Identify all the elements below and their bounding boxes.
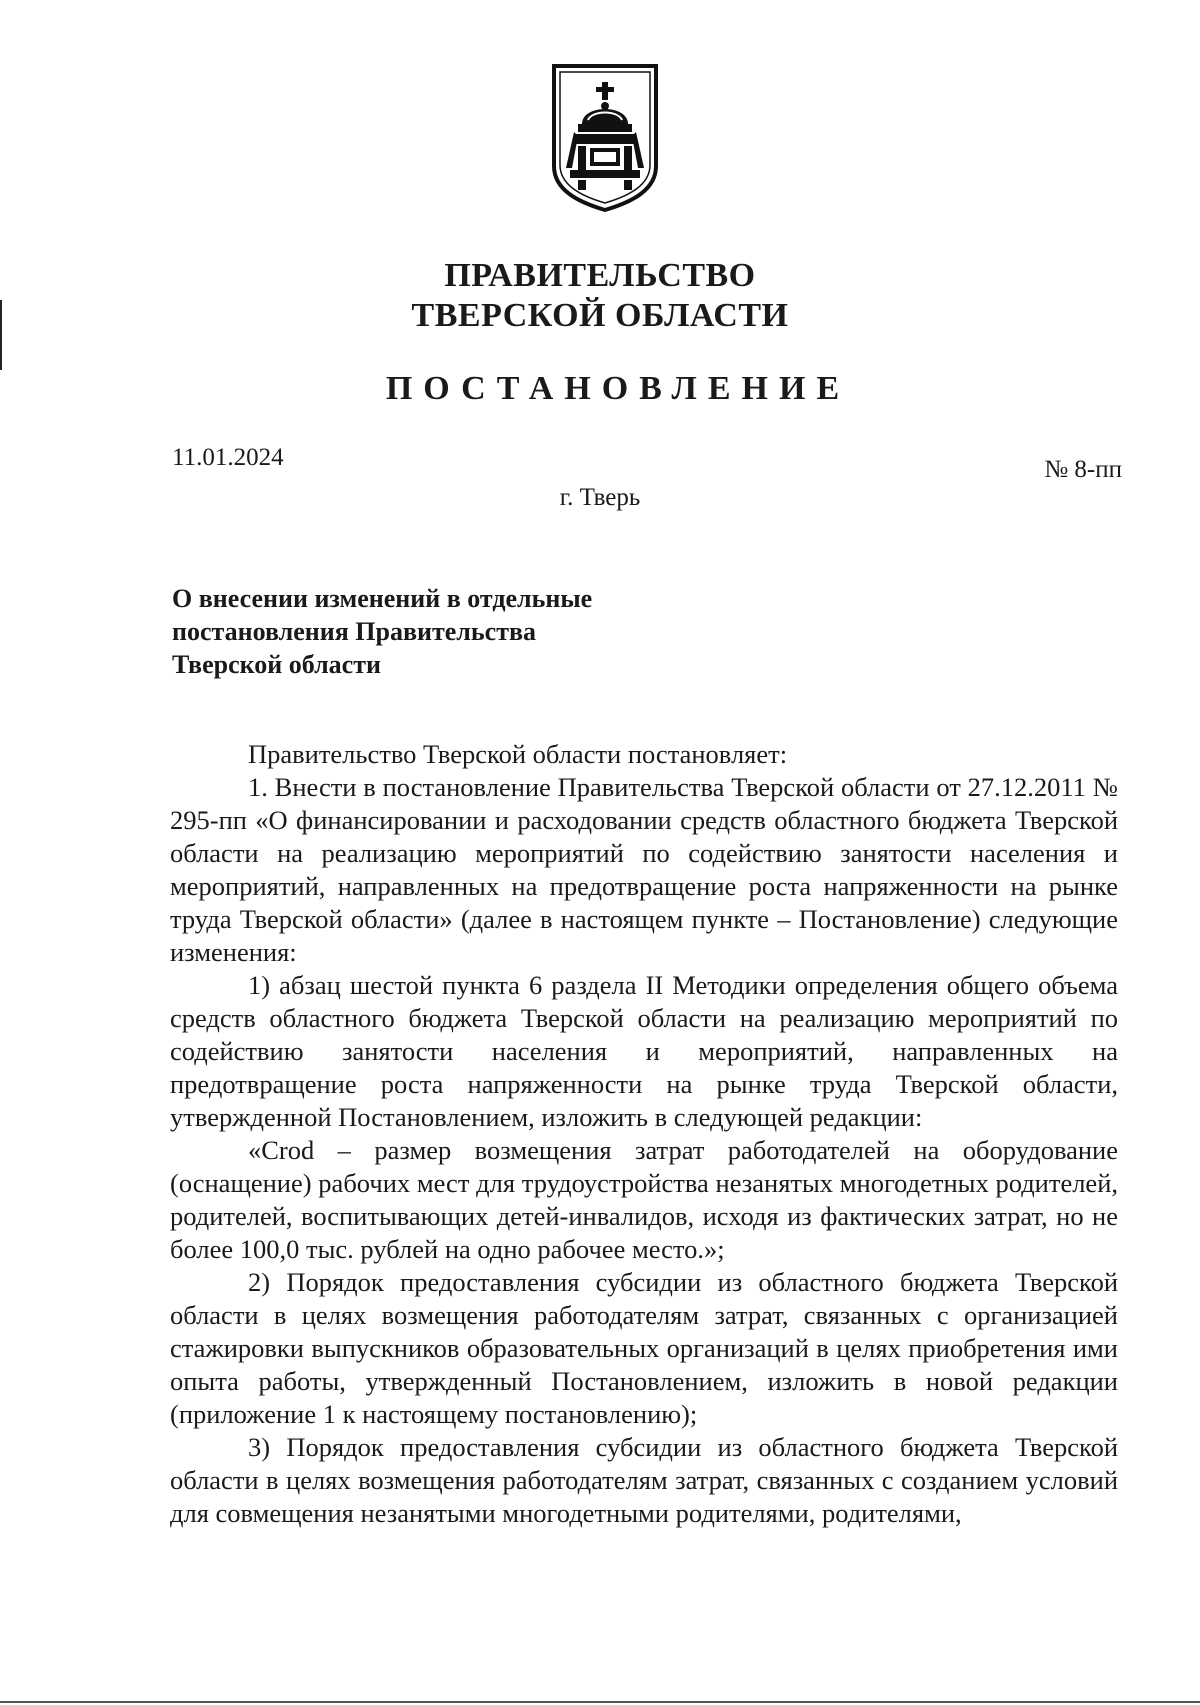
scan-edge-line — [0, 300, 2, 370]
body-paragraph-5: 3) Порядок предоставления субсидии из областного бюджета Тверской области в целях возмещения работодателям затрат, связанных с созданием условий для совмещения незанятыми многодетными родителями, родителями, — [170, 1432, 1118, 1528]
body-intro: Правительство Тверской области постановляет: — [248, 739, 788, 769]
body-paragraph-1: 1. Внести в постановление Правительства Тверской области от 27.12.2011 № 295-пп «О финансировании и расходовании средств областного бюджета Тверской области на реализацию мероприятий по содействию занятости населения и мероприятий, направленных на предотвращение роста напряженности на рынке труда Тверской области» (далее в настоящем пункте – Постановление) следующие изменения: — [170, 772, 1118, 967]
document-type-title: ПОСТАНОВЛЕНИЕ — [385, 370, 851, 407]
organization-name-line2: ТВЕРСКОЙ ОБЛАСТИ — [411, 297, 789, 334]
subject-line: О внесении изменений в отдельные — [172, 584, 593, 613]
document-number: № 8-пп — [1044, 456, 1122, 483]
body-paragraph-2: 1) абзац шестой пункта 6 раздела II Методики определения общего объема средств областного бюджета Тверской области на реализацию мероприятий по содействию занятости населения и мероприятий, направленных на предотвращение роста напряженности на рынке труда Тверской области, утвержденной Постановлением, изложить в следующей редакции: — [170, 970, 1118, 1132]
scan-bottom-edge — [0, 1701, 1200, 1703]
subject-line: постановления Правительства — [172, 617, 536, 646]
organization-name-line1: ПРАВИТЕЛЬСТВО — [444, 257, 756, 294]
document-subject — [172, 582, 732, 681]
body-paragraph-3: «Crod – размер возмещения затрат работодателей на оборудование (оснащение) рабочих мест для трудоустройства незанятых многодетных родителей, родителей, воспитывающих детей-инвалидов, исходя из фактических затрат, но не более 100,0 тыс. рублей на одно рабочее место.»; — [170, 1135, 1118, 1264]
document-city: г. Тверь — [559, 484, 641, 511]
document-date: 11.01.2024 — [172, 444, 284, 471]
tver-coat-of-arms-icon — [548, 62, 662, 214]
document-body — [170, 738, 1118, 1530]
subject-line: Тверской области — [172, 650, 381, 679]
body-paragraph-4: 2) Порядок предоставления субсидии из областного бюджета Тверской области в целях возмещения работодателям затрат, связанных с организацией стажировки выпускников образовательных организаций в целях приобретения ими опыта работы, утвержденный Постановлением, изложить в новой редакции (приложение 1 к настоящему постановлению); — [170, 1267, 1118, 1429]
